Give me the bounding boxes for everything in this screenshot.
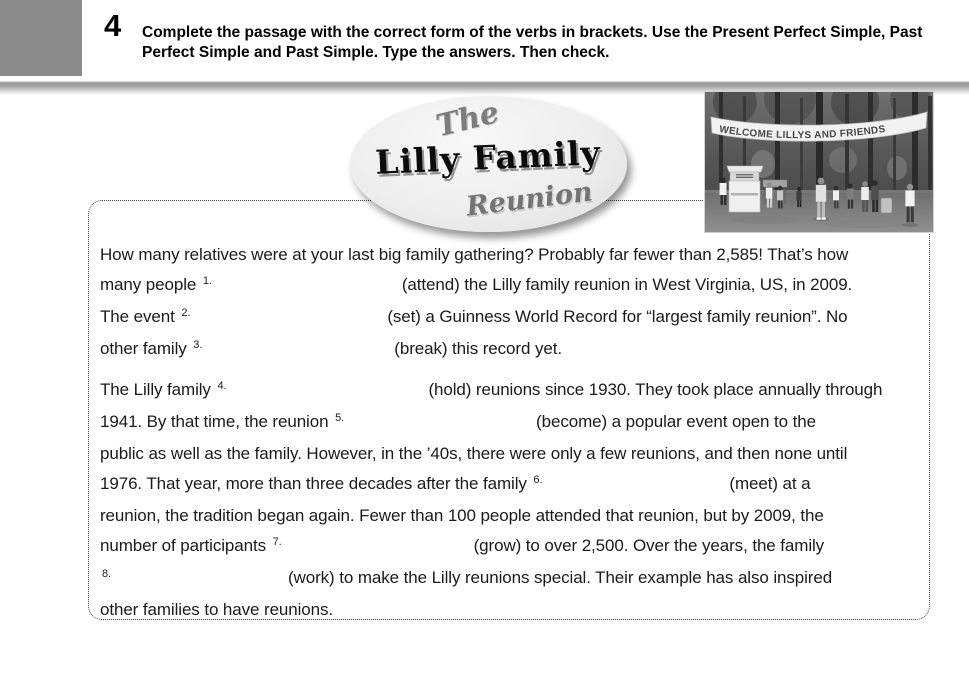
logo-title-text: Lilly Family: [374, 133, 602, 182]
reunion-photo-svg: [705, 92, 933, 232]
reunion-photo: [705, 92, 933, 232]
answer-blank-8[interactable]: [113, 568, 288, 590]
passage-text-segment: (meet) at a: [729, 474, 811, 493]
passage-text-segment: 1976. That year, more than three decades after the family: [100, 474, 532, 493]
passage-line: [100, 375, 926, 407]
answer-blank-4[interactable]: [228, 380, 428, 402]
passage-paragraph: [100, 375, 926, 625]
passage-text: [100, 240, 926, 634]
passage-text-segment: (become) a popular event open to the: [536, 412, 816, 431]
blank-number: 1.: [202, 275, 212, 287]
logo-the-text: The: [432, 94, 503, 145]
passage-line: [100, 563, 926, 595]
passage-text-segment: How many relatives were at your last big family gathering? Probably far fewer than 2,585! That’s how: [100, 245, 849, 264]
passage-line: [100, 302, 926, 334]
passage-line: [100, 439, 926, 469]
banner-text: WELCOME LILLYS AND FRIENDS: [718, 123, 887, 142]
passage-text-segment: The event: [100, 307, 180, 326]
blank-number: 7.: [272, 536, 282, 548]
answer-blank-7[interactable]: [284, 536, 474, 558]
passage-line: [100, 531, 926, 563]
passage-text-segment: many people: [100, 275, 201, 294]
passage-text-segment: (set) a Guinness World Record for “largest family reunion”. No: [387, 307, 848, 326]
trash-barrel: [881, 198, 892, 213]
passage-paragraph: [100, 240, 926, 366]
answer-blank-3[interactable]: [204, 339, 394, 361]
blank-number: 5.: [335, 412, 345, 424]
passage-text-segment: reunion, the tradition began again. Fewer than 100 people attended that reunion, but by 2009, the: [100, 506, 824, 525]
blank-number: 6.: [533, 474, 543, 486]
exercise-instructions: Complete the passage with the correct form of the verbs in brackets. Use the Present Perfect Simple, Past Perfect Simple and Past Simple. Type the answers. Then check.: [142, 24, 923, 61]
passage-line: [100, 270, 926, 302]
passage-text-segment: (work) to make the Lilly reunions special. Their example has also inspired: [287, 568, 833, 587]
passage-line: [100, 240, 926, 270]
passage-text-segment: (break) this record yet.: [394, 339, 562, 358]
logo-reunion-text: Reunion: [464, 176, 595, 223]
passage-line: [100, 501, 926, 531]
passage-line: [100, 334, 926, 366]
passage-text-segment: 1941. By that time, the reunion: [100, 412, 334, 431]
passage-text-segment: number of participants: [100, 536, 271, 555]
passage-text-segment: public as well as the family. However, in the ’40s, there were only a few reunions, and then none until: [100, 444, 848, 463]
blank-number: 4.: [217, 380, 227, 392]
passage-text-segment: (hold) reunions since 1930. They took place annually through: [428, 380, 883, 399]
blank-number: 2.: [181, 307, 191, 319]
blank-number: 8.: [102, 568, 111, 580]
answer-blank-1[interactable]: [214, 275, 402, 297]
answer-blank-6[interactable]: [544, 474, 729, 496]
passage-line: [100, 595, 926, 625]
passage-text-segment: (grow) to over 2,500. Over the years, the family: [473, 536, 825, 555]
passage-text-segment: other family: [100, 339, 192, 358]
blank-number: 3.: [193, 339, 203, 351]
exercise-number: 4: [104, 8, 122, 43]
passage-text-segment: other families to have reunions.: [100, 600, 334, 619]
answer-blank-2[interactable]: [192, 307, 387, 329]
passage-line: [100, 407, 926, 439]
passage-line: [100, 469, 926, 501]
passage-text-segment: The Lilly family: [100, 380, 216, 399]
answer-blank-5[interactable]: [346, 412, 536, 434]
lilly-family-reunion-logo: [350, 96, 627, 232]
passage-text-segment: (attend) the Lilly family reunion in West Virginia, US, in 2009.: [401, 275, 853, 294]
corner-square: [0, 0, 82, 76]
